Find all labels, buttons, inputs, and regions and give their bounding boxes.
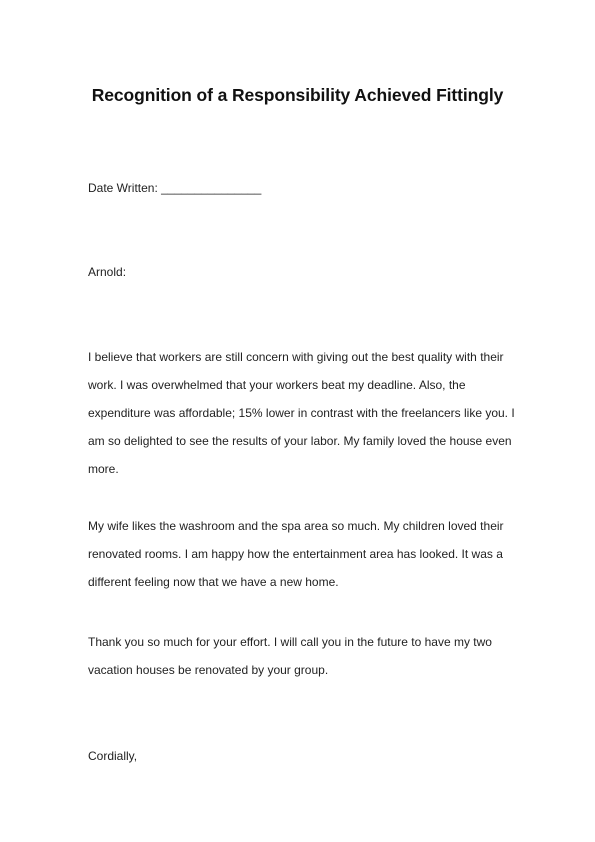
paragraph-line: more.: [88, 462, 119, 476]
body-paragraph-1: [88, 350, 515, 490]
date-written-line: Date Written: _______________: [88, 181, 262, 195]
salutation: Arnold:: [88, 265, 127, 279]
paragraph-line: Thank you so much for your effort. I will call you in the future to have my two: [88, 635, 492, 649]
paragraph-line: renovated rooms. I am happy how the entertainment area has looked. It was a: [88, 547, 503, 561]
paragraph-line: vacation houses be renovated by your group.: [88, 663, 329, 677]
paragraph-line: expenditure was affordable; 15% lower in contrast with the freelancers like you. I: [88, 406, 515, 420]
body-paragraph-3: [88, 635, 508, 691]
document-title: Recognition of a Responsibility Achieved Fittingly: [91, 85, 504, 105]
paragraph-line: am so delighted to see the results of your labor. My family loved the house even: [88, 434, 512, 448]
paragraph-line: different feeling now that we have a new home.: [88, 575, 339, 589]
paragraph-line: I believe that workers are still concern with giving out the best quality with their: [88, 350, 504, 364]
closing: Cordially,: [88, 749, 138, 763]
paragraph-line: My wife likes the washroom and the spa area so much. My children loved their: [88, 519, 504, 533]
body-paragraph-2: [88, 519, 508, 603]
paragraph-line: work. I was overwhelmed that your workers beat my deadline. Also, the: [88, 378, 466, 392]
